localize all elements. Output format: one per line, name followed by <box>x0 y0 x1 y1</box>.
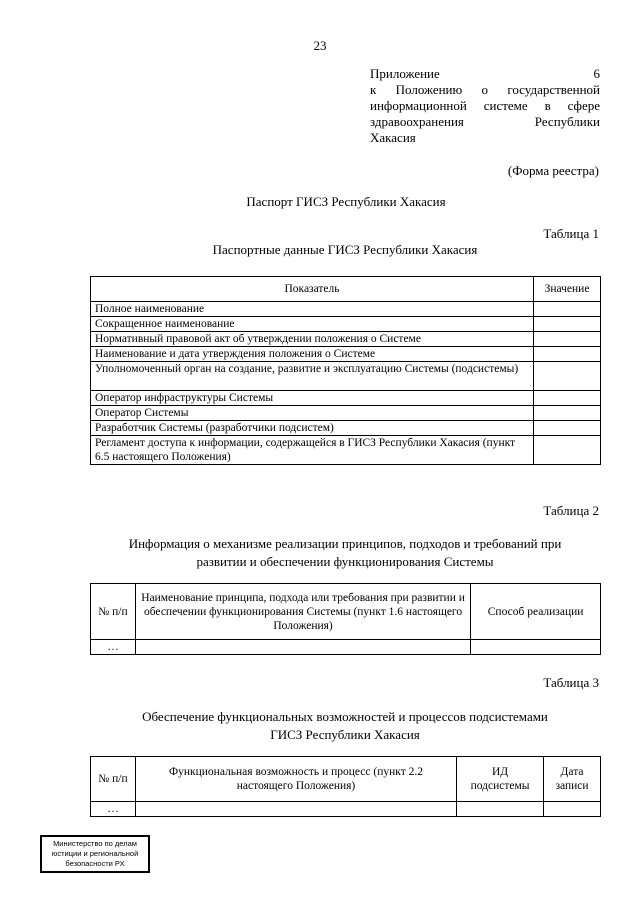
table-row <box>91 362 601 391</box>
value-cell[interactable] <box>534 362 601 391</box>
indicator-cell: Наименование и дата утверждения положения о Системе <box>91 347 534 362</box>
column-header: № п/п <box>91 584 136 640</box>
value-cell[interactable] <box>534 436 601 465</box>
caption-line: развитии и обеспечении функционирования Системы <box>196 554 494 569</box>
record-date-cell[interactable] <box>544 802 601 817</box>
table-row <box>91 406 601 421</box>
table1-label: Таблица 1 <box>543 226 599 241</box>
indicator-cell: Нормативный правовой акт об утверждении положения о Системе <box>91 332 534 347</box>
column-header: Функциональная возможность и процесс (пункт 2.2 настоящего Положения) <box>135 757 456 802</box>
annex-line: Приложение 6 <box>370 66 600 81</box>
document-title: Паспорт ГИСЗ Республики Хакасия <box>246 194 446 209</box>
table-row <box>91 802 601 817</box>
value-cell[interactable] <box>534 317 601 332</box>
indicator-cell: Полное наименование <box>91 302 534 317</box>
annex-line: к Положению о государственной <box>370 82 600 97</box>
row-number-cell: … <box>91 802 136 817</box>
annex-reference <box>370 66 600 146</box>
table-header-row <box>91 584 601 640</box>
table-row <box>91 302 601 317</box>
value-cell[interactable] <box>534 302 601 317</box>
annex-line: Хакасия <box>370 130 416 145</box>
annex-line: здравоохранения Республики <box>370 114 600 129</box>
indicator-cell: Разработчик Системы (разработчики подсистем) <box>91 421 534 436</box>
table-row <box>91 332 601 347</box>
table-header-row <box>91 277 601 302</box>
table-row <box>91 436 601 465</box>
row-number-cell: … <box>91 640 136 655</box>
subsystem-id-cell[interactable] <box>457 802 544 817</box>
column-header: ИД подсистемы <box>457 757 544 802</box>
column-header: Наименование принципа, подхода или требования при развитии и обеспечении функционирования Системы (пункт 1.6 настоящего Положения) <box>135 584 470 640</box>
value-cell[interactable] <box>534 391 601 406</box>
column-header: Способ реализации <box>471 584 601 640</box>
column-header: Значение <box>534 277 601 302</box>
table1-caption: Паспортные данные ГИСЗ Республики Хакасия <box>212 242 478 257</box>
table-row <box>91 640 601 655</box>
caption-line: Информация о механизме реализации принципов, подходов и требований при <box>128 536 562 551</box>
stamp-line: юстиции и региональной <box>51 849 139 858</box>
caption-line: Обеспечение функциональных возможностей и процессов подсистемами <box>142 709 548 724</box>
table-row <box>91 317 601 332</box>
column-header: Показатель <box>91 277 534 302</box>
indicator-cell: Регламент доступа к информации, содержащейся в ГИСЗ Республики Хакасия (пункт 6.5 настоящего Положения) <box>91 436 534 465</box>
table2-caption <box>90 535 600 571</box>
indicator-cell: Сокращенное наименование <box>91 317 534 332</box>
indicator-cell: Оператор Системы <box>91 406 534 421</box>
table-row <box>91 391 601 406</box>
column-header: Дата записи <box>544 757 601 802</box>
table-row <box>91 347 601 362</box>
annex-line: информационной системе в сфере <box>370 98 600 113</box>
value-cell[interactable] <box>534 347 601 362</box>
principles-table <box>90 583 601 655</box>
value-cell[interactable] <box>534 406 601 421</box>
ministry-stamp <box>40 835 150 873</box>
stamp-line: безопасности РХ <box>65 859 125 868</box>
table-row <box>91 421 601 436</box>
principle-cell[interactable] <box>135 640 470 655</box>
method-cell[interactable] <box>471 640 601 655</box>
form-type: (Форма реестра) <box>507 163 599 178</box>
indicator-cell: Уполномоченный орган на создание, развитие и эксплуатацию Системы (подсистемы) <box>91 362 534 391</box>
table-header-row <box>91 757 601 802</box>
stamp-line: Министерство по делам <box>53 839 137 848</box>
table3-caption <box>90 708 600 744</box>
capability-cell[interactable] <box>135 802 456 817</box>
column-header: № п/п <box>91 757 136 802</box>
passport-table <box>90 276 601 465</box>
value-cell[interactable] <box>534 332 601 347</box>
table3-label: Таблица 3 <box>543 675 599 690</box>
table2-label: Таблица 2 <box>543 503 599 518</box>
indicator-cell: Оператор инфраструктуры Системы <box>91 391 534 406</box>
value-cell[interactable] <box>534 421 601 436</box>
page-number: 23 <box>313 38 327 53</box>
functional-capabilities-table <box>90 756 601 817</box>
caption-line: ГИСЗ Республики Хакасия <box>270 727 420 742</box>
